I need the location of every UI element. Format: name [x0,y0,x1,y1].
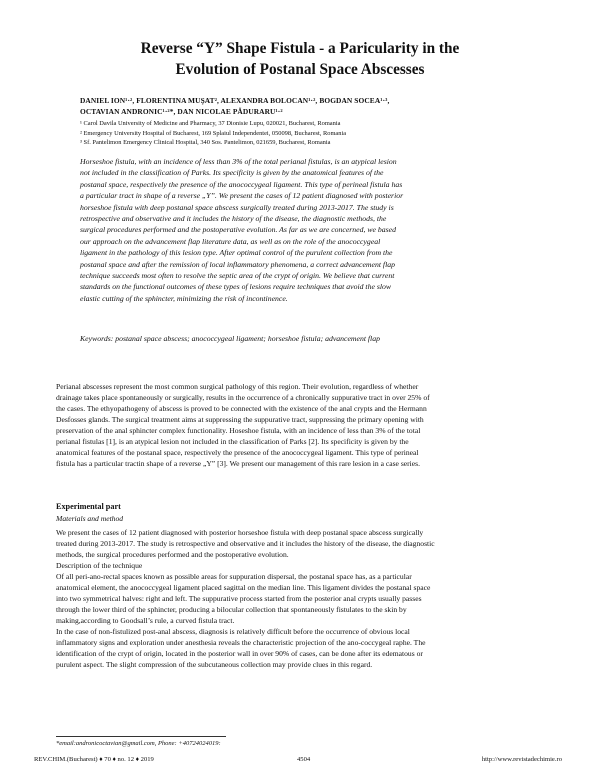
body-line: Desfosses glands. The surgical treatment aims at suppressing the suppurative tract, suppressing the primary opening with [56,415,424,424]
abstract-line: elastic cutting of the sphincter, minimizing the risk of incontinence. [80,293,288,303]
abstract [80,156,532,304]
section-heading: Experimental part [56,502,121,511]
abstract-line: surgical procedures performed and the postoperative evolution. As far as we are concerned, we based [80,225,396,235]
body-line: inflammatory signs and exploration under anesthesia reveals the characteristic projection of the ano-coccygeal raphe. The [56,638,426,647]
body-line: the cases. The ethyopathogeny of abscess is proved to be connected with the existence of the anal crypts and the Hermann [56,404,427,413]
abstract-line: Horseshoe fistula, with an incidence of less than 3% of the total perianal fistulas, is an atypical lesion [80,157,397,166]
subsection-heading: Materials and method [56,514,124,523]
abstract-line: standards on the functional outcomes of these types of lesions require techniques that avoid the slow [80,282,392,292]
affiliation: ¹ Carol Davila University of Medicine and Pharmacy, 37 Dionisie Lupu, 020021, Bucharest, Romania [80,120,341,127]
abstract-line: horseshoe fistula with deep postanal space abscess surgically treated during 2013-2017. The study is [80,202,394,212]
article-title [60,38,540,80]
body-line: through the lower third of the sphincter, producing a bilocular collection that spontaneously fistulates to the skin by [56,605,407,614]
introduction [56,381,566,469]
body-line: perianal fistulas [1], is an atypical lesion not included in the classification of Parks [2]. Its specificity is given by the [56,437,409,446]
body-line: In the case of non-fistulized post-anal abscess, diagnosis is relatively difficult before the occurrence of obvious local [56,627,410,636]
body-line: purulent aspect. The slight compression of the subcutaneous collection may provide clues in this regard. [56,660,373,669]
author-list [80,95,550,117]
body-line: Description of the technique [56,561,143,570]
body-line: Of all peri-ano-rectal spaces known as possible areas for suppuration dispersal, the postanal space has, as a particular [56,572,412,581]
journal-url[interactable]: http://www.revistadechimie.ro [481,756,562,763]
body-line: identification of the crypt of origin, located in the posterior wall in over 90% of cases, can be done after its edematous or [56,649,423,658]
abstract-line: a particular tract in shape of a reverse „Y”. We present the cases of 12 patient diagnosed with posterior [80,191,404,201]
body-line: drainage takes place spontaneously or surgically, results in the occurrence of a chronically suppurative tract in over 25% of [56,393,430,402]
author-line: DANIEL ION¹·², FLORENTINA MUŞAT², ALEXANDRA BOLOCAN¹·², BOGDAN SOCEA¹·³, [80,96,390,105]
affiliation: ³ Sf. Pantelimon Emergency Clinical Hospital, 340 Sos. Pantelimon, 021659, Bucharest, Romania [80,139,331,147]
methods-text [56,527,566,670]
body-line: We present the cases of 12 patient diagnosed with posterior horseshoe fistula with deep postanal space abscess surgically [56,528,424,537]
author-line: OCTAVIAN ANDRONIC¹·²*, DAN NICOLAE PĂDURARU¹·² [80,107,283,116]
keywords: Keywords: postanal space abscess; anococcygeal ligament; horseshoe fistula; advancement flap [80,334,380,343]
body-line: preservation of the anal sphincter complex functionality. Hoseshoe fistula, with an incidence of less than 3% of the total [56,426,421,435]
abstract-line: ligament in the pathology of this lesion type. After optimal control of the purulent collection from the [80,248,393,258]
title-line: Reverse “Y” Shape Fistula - a Paricularity in the [140,40,460,57]
abstract-line: our approach on the advancement flap literature data, as well as on the role of the anococcygeal [80,236,381,246]
body-line: anatomical element, the anococcygeal ligament placed sagittal on the median line. This ligament divides the postanal space [56,583,431,592]
body-line: methods, the surgical procedures performed and the postoperative evolution. [56,550,289,559]
body-line: making,according to Goodsall’s rule, a curved fistula tract. [56,616,235,625]
body-line: fistula has a particular tractin shape of a reverse „Y” [3]. We present our management of this rare lesion in a case series. [56,459,421,468]
journal-citation: REV.CHIM.(Bucharest) ♦ 70 ♦ no. 12 ♦ 2019 [34,756,154,763]
body-line: Perianal abscesses represent the most common surgical pathology of this region. Their evolution, regardless of whether [56,382,419,391]
footnote-divider [56,736,226,737]
body-line: treated during 2013-2017. The study is retrospective and observative and it includes the history of the disease, the diagnostic [56,539,435,548]
abstract-line: retrospective and observative and it includes the history of the disease, the diagnostic methods, the [80,214,387,224]
title-line: Evolution of Postanal Space Abscesses [175,61,425,78]
affiliation: ² Emergency University Hospital of Bucharest, 169 Splaiul Independentei, 050098, Bucharest, Romania [80,129,347,137]
body-line: into two symmetrical halves: right and left. The suppurative process started from the posterior anal crypts usually passes [56,594,422,603]
footnote: *email:andronicoctavian@gmail.com, Phone: +40724024019: [56,740,221,747]
abstract-line: postanal space and after the remission of local inflammatory phenomena, a correct advancement flap [80,259,395,269]
abstract-line: technique succeeds most often to resolve the septic area of the crypt of origin. We believe that current [80,271,395,281]
affiliation-list [80,119,550,148]
page-number: 4504 [297,756,311,763]
abstract-line: postanal space, respectively the presence of the anococcygeal ligament. This type of perineal fistula has [80,179,403,189]
body-line: anatomical features of the postanal space, respectively the presence of the anococcygeal ligament. This type of perineal [56,448,419,457]
abstract-line: not included in the classification of Parks. Its specificity is given by the anatomical features of the [80,168,384,178]
